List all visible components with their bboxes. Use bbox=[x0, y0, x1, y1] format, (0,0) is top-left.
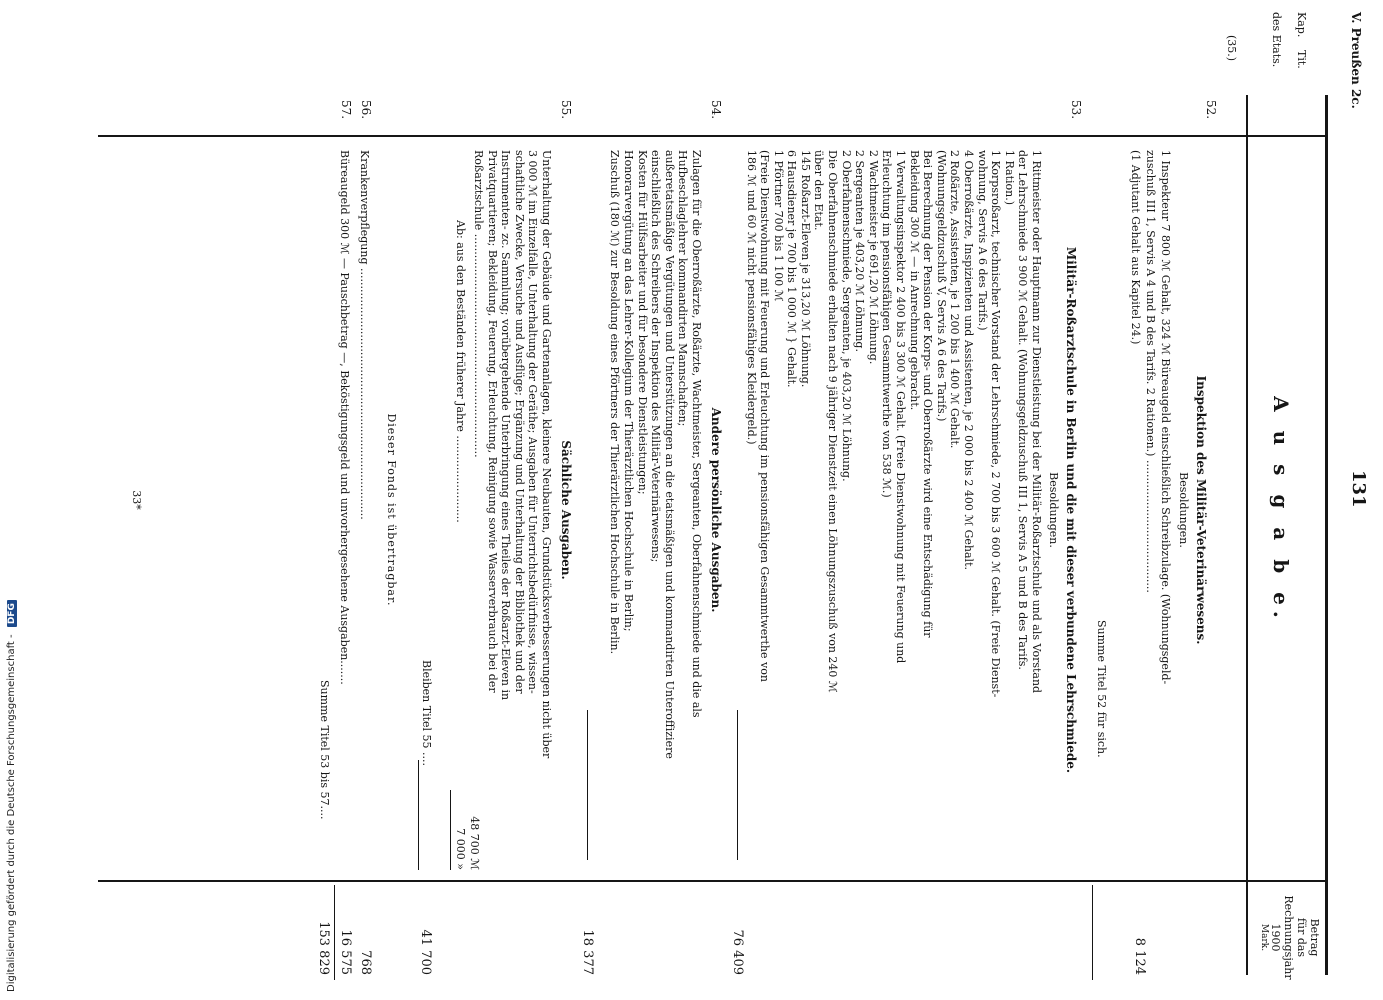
section-52-body: 1 Inspekteur 7 800 ℳ Gehalt, 324 ℳ Büreaugeld einschließlich Schreibzulage. (Wohnungsgeld- zuschuß III 1, Servis A 4 und B des Tarifs. 2 Rationen.) ...................................... (1 Adjutant Gehalt aus Kapitel 24.) bbox=[1129, 150, 1172, 685]
section-55-deduction: Ab: aus den Beständen früherer Jahre ......................... bbox=[454, 220, 467, 523]
total-label: Summe Titel 53 bis 57.... bbox=[318, 680, 331, 820]
section-53-subheading: Besoldungen. bbox=[1047, 472, 1060, 548]
section-55-body: Unterhaltung der Gebäude und Gartenanlagen, kleinere Neubauten, Grundstücksverbesserungen nicht über 3 000 ℳ im Einzelfalle, Unterhaltung der Geräthe; Ausgaben für Unterrichtsbedürfnisse, wissen- schaftliche Zwecke, Versuche und Ausflüge; Ergänzung und Unterhaltung der Bibliothek und der Instrumenten- zc. Sammlung; vorübergehende Unterbringung eines Theiles der Roßarzt-Eleven in Privatquartieren; Bekleidung, Feuerung, Erleuchtung, Reinigung sowie Wasserverbrauch bei der Roßarztschule ................................................................ bbox=[472, 150, 553, 759]
fund-note: Dieser Fonds ist übertragbar. bbox=[385, 413, 398, 607]
section-55-sub-rule bbox=[450, 790, 451, 870]
section-54-body: Zulagen für die Oberroßärzte, Roßärzte, Wachtmeister, Sergeanten, Oberfahnenschmiede und die als Hufbeschlaglehrer kommandirten Mannschaften; außeretatsmäßige Vergütungen und Unterstützungen an die etatsmäßigen und kommandirten Unteroffiziere einschließlich des Schreibers der Inspektion des Militär-Veterinärwesens; Kosten für Hülfsarbeiter und für besondere Dienstleistungen; Honorarvergütung an das Lehrer-Kollegium der Thierärztlichen Hochschule in Berlin; Zuschuß (180 ℳ) zur Besoldung eines Pförtners der Thierärztlichen Hochschule in Berlin. bbox=[608, 150, 703, 759]
section-52-sum: Summe Titel 52 für sich. bbox=[1095, 620, 1108, 758]
section-53-end-rule bbox=[737, 710, 738, 860]
notice-text: Digitalisierung gefördert durch die Deutsche Forschungsgemeinschaft - bbox=[6, 634, 17, 992]
amount-54: 18 377 bbox=[580, 929, 595, 975]
section-56-text: Krankenverpflegung ........................................................................ bbox=[358, 150, 371, 520]
section-54-heading: Andere persönliche Ausgaben. bbox=[709, 407, 723, 613]
section-55-sum: Bleiben Titel 55 .... bbox=[420, 660, 433, 767]
chapter-ref: V. Preußen 2c. bbox=[1349, 12, 1363, 109]
section-54-end-rule bbox=[587, 710, 588, 860]
section-55-value-2: 7 000 » bbox=[454, 828, 467, 870]
section-52-subheading: Besoldungen. bbox=[1177, 472, 1190, 548]
kap-number: (35.) bbox=[1225, 35, 1238, 62]
tit-number-57: 57. bbox=[339, 100, 353, 120]
section-55-value-1: 48 700 ℳ bbox=[468, 816, 481, 870]
section-55-heading: Sächliche Ausgaben. bbox=[559, 440, 573, 580]
sum-52-rule bbox=[1092, 885, 1093, 980]
dfg-logo: DFG bbox=[7, 600, 17, 627]
amount-header: Betrag für das Rechnungsjahr 1900 Mark. bbox=[1259, 895, 1321, 980]
amount-53: 76 409 bbox=[730, 929, 745, 975]
page-number: 131 bbox=[1348, 470, 1369, 508]
header-bottom-rule bbox=[1246, 95, 1248, 975]
tit-number-56: 56. bbox=[359, 100, 373, 120]
column-des-etats: des Etats. bbox=[1270, 12, 1283, 68]
column-kap: Kap. bbox=[1295, 12, 1308, 38]
tit-number-53: 53. bbox=[1069, 100, 1083, 120]
kap-column-rule bbox=[98, 135, 1328, 137]
header-top-rule bbox=[1325, 95, 1328, 975]
section-53-body: 1 Rittmeister oder Hauptmann zur Dienstleistung bei der Militär-Roßarztschule und als Vorstand der Lehrschmiede 3 900 ℳ Gehalt. (Wohnungsgeldzuschuß III 1, Servis A 5 und B des Tarifs. 1 Ration.) 1 Korpsroßarzt, technischer Vorstand der Lehrschmiede, 2 700 bis 3 600 ℳ Gehalt. (Freie Dienst- wohnung, Servis A 6 des Tarifs.) 4 Oberroßärzte, Inspizienten und Assistenten, je 2 000 bis 2 400 ℳ Gehalt. 2 Roßärzte, Assistenten, je 1 200 bis 1 400 ℳ Gehalt. (Wohnungsgeldzuschuß V, Servis A 6 des Tarifs.) Bei Berechnung der Pension der Korps- und Oberroßärzte wird eine Entschädigung für Bekleidung 300 ℳ — in Anrechnung gebracht. 1 Verwaltungsinspektor 2 400 bis 3 300 ℳ Gehalt. (Freie Dienstwohnung mit Feuerung und Erleuchtung im pensionsfähigen Gesammtwerthe von 538 ℳ.) 2 Wachtmeister je 691,20 ℳ Löhnung. 2 Sergeanten je 403,20 ℳ Löhnung. 2 Oberfahnenschmiede, Sergeanten, je 403,20 ℳ Löhnung. Die Oberfahnenschmiede erhalten nach 9 jähriger Dienstzeit einen Löhnungszuschuß von 240 ℳ über den Etat. 145 Roßarzt-Eleven je 313,20 ℳ Löhnung. 6 Hausdiener je 700 bis 1 000 ℳ } Gehalt. 1 Pförtner 700 bis 1 100 ℳ (Freie Dienstwohnung mit Feuerung und Erleuchtung im pensionsfähigen Gesammtwerthe von 186 ℳ und 60 ℳ nicht pensionsfähiges Kleidergeld.) bbox=[744, 150, 1043, 698]
section-57-text: Büreaugeld 300 ℳ — Pauschbetrag —, Beköstigungsgeld und unvorhergesehene Ausgaben....... bbox=[338, 150, 351, 685]
tit-number-54: 54. bbox=[709, 100, 723, 120]
column-tit: Tit. bbox=[1295, 50, 1308, 69]
section-55-sum-rule bbox=[418, 760, 419, 870]
amount-55: 41 700 bbox=[418, 929, 433, 975]
section-title: A u s g a b e. bbox=[1269, 396, 1293, 624]
total-amount: 153 829 bbox=[316, 921, 331, 975]
tit-number-55: 55. bbox=[559, 100, 573, 120]
total-rule bbox=[334, 885, 335, 980]
signature-mark: 33* bbox=[130, 490, 143, 510]
amount-56: 768 bbox=[358, 950, 373, 975]
section-53-heading: Militär-Roßarztschule in Berlin und die mit dieser verbundene Lehrschmiede. bbox=[1064, 246, 1078, 774]
section-52-heading: Inspektion des Militär-Veterinärwesens. bbox=[1194, 375, 1208, 645]
digitization-notice bbox=[6, 592, 20, 992]
amount-57: 16 575 bbox=[338, 929, 353, 975]
tit-number-52: 52. bbox=[1204, 100, 1218, 120]
amount-52: 8 124 bbox=[1132, 937, 1147, 975]
